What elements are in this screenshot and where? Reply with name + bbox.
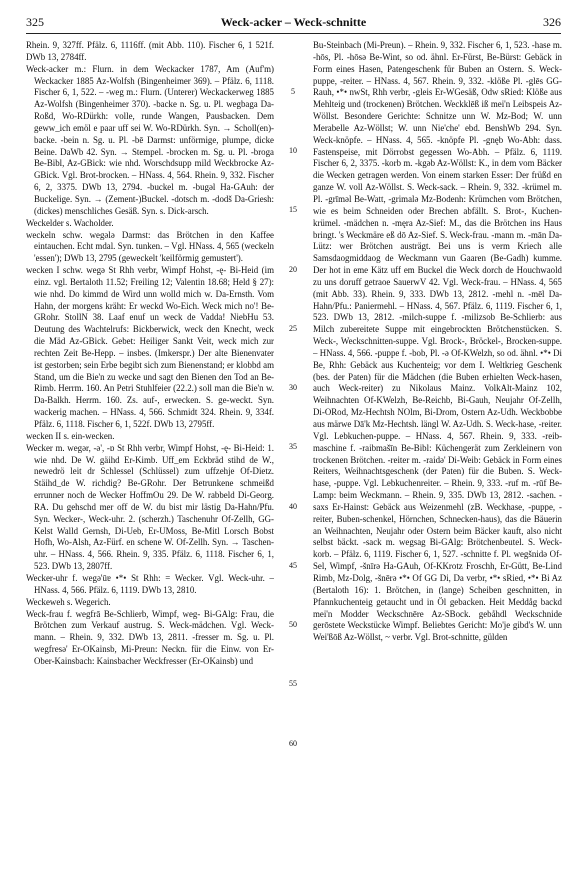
line-number: 20 [289,265,297,274]
header-rule [26,33,561,34]
entry-paragraph: Bu-Steinbach (Mi-Preun). – Rhein. 9, 332. Fischer 6, 1, 523. -hase m. -hōs, Pl. -hōsə Be-Wint, so od. ähnl. Er-Fürst, Be-Bürst: Gebäck in Form eines Hasen, Patengeschenk für Buben an Ostern. S. Weck-puppe, -reiter. – HNass. 4, 567. Rhein. 9, 332. -klöße Pl. -glēs GG-Rauh, •*• nwSt, Rhh verbr, -gleis Er-WGesäß, Odw sRied: Klöße aus Mehlteig und (trockenen) Brötchen. Weckklēß iß mei'n Leibspeis Az-Wöllst. Besondere Gerichte: Schnitze unn W. Mz-Bod; W. unn Merabelle Az-Wöllst; W. unn Nie'che' ebd. BenshWb 294. Syn. Weck-knöpfe. – HNass. 4, 565. -knöpfe Pl. -gnęb Wo-Abh: dass. Fastenspeise, mit Dörrobst gegessen Wo-Abh. – Pfälz. 6, 1119. Fischer 6, 2, 3375. -korb m. -kgəb Az-Wöllst: K., in dem vom Bäcker die Wecken getragen werden. Von einem starken Esser: Der früßd en ganze W. voll Az-Wöllst. S. Weck-sack. – Rhein. 9, 332. -krümel m. Pl. -grīməl Be-Watt, -grimalə Mz-Bodenh: Krümchen vom Brötchen, wie es beim Schneiden oder Brechen abfällt. S. Brot-, Kuchen-krümel. -mädchen n. -męra Az-Sief: M., das die Brötchen ins Haus bringt. 's Weckmäre eß dō Az-Sief. S. Weck-frau. -mann m. -mān Da-Lütz: wer Brötchen austrägt. Bei uns is verm Kriech alle Samsdaogmiddaog de Weckmann vun Gaaren (Be-Gadh) kumme. Der hot in eme Kätz uff em Buckel die Weck dorch de Houchwaold zu uns doruff getraoe SauerwV 42. Vgl. Weck-frau. – HNass. 4, 565 (mit Abb. 33). Rhein. 9, 333. DWb 13, 2812. -mehl n. -mēl Da-Hahn/Pfu.: Paniermehl. – HNass. 4, 567. Pfälz. 6, 1119. Fischer 6, 1, 523. DWb 13, 2812. -milch-suppe f. -milizsob Be-Schlierb: aus Milch zubereitete Suppe mit eingebrockten Brötchenstücken. S. Weck-, Weckschnitten-suppe. Vgl. Brock-, Bröckel-, Brocken-suppe. – HNass. 4, 566. -puppe f. -bob, Pl. -ə Of-KWelzh, so od. ähnl. •*• Di Be, Rhh: Gebäck aus Kuchenteig; vor dem I. Weltkrieg Geschenk (bes. der Paten) für die Mädchen (die Buben erhielten Weck-hasen, auch Weck-reiter) zu Nikolaus Mainz. VolkAlt-Mainz 102, Weihnachten Of-KWelzh, Be-Reichb, Bi-Gauh, Neujahr Of-Zellh, Di-ORod, Mz-Hechtsh NOlm, Bi-Drom, Ostern Az-Udh. Weckbobbe aus märwe Dā'k Mz-Hechtsh. längl W. Az-Udh. S. Weck-hase, -reiter. Vgl. Lebkuchen-puppe. – HNass. 4, 567. Rhein. 9, 333. -reib-maschine f. -raibmašīn Be-Bibl: Küchengerät zum Zerkleinern von trockenen Brötchen. -reiter m. -raidə' Di-Weib: Gebäck in Form eines Reiters, Weihnachtsgeschenk (der Paten) für die Buben. S. Weck-hase, -puppe. Vgl. Lebkuchenreiter. – Rhein. 9, 333. -ruf m. -rūf Be-Lamp: beim Weckmann. – Rhein. 9, 335. DWb 13, 2812. -sachen. -saxs Er-Hainst: Gebäck aus Weizenmehl (zB. Weckhase, -puppe, -reiter, Buben-schenkel, Hörnchen, Schnecken-haus), das die Bäuerin an Weihnachten, Neujahr oder Ostern beim Bäcker kauft, also nicht selbst bäckt. -sack m. wegsag Bi-GAlg: Brötchenbeutel. S. Weck-korb. – Pfälz. 6, 1119. Fischer 6, 1, 527. -schnitte f. Pl. wegšnidə Of-Sel, Wimpf, -šnīrə Ha-GAuh, Of-KKrotz Froschh, Er-Gütt, Be-Lind Rimb, Mz-Dolg, -šnērə •*• Of GG Di, Da verbr, •*• sRied, •*• Bi Az (Bertaloth 16): 1. Brötchen, in (lange) Scheiben geschnitten, in Pfannkuchenteig getaucht und in Öl gebacken. Heit Meddåg backd mei'n Modder Weckschnēre Az-SBock. gebåhdl Weckschnide gerōstete Weckstücke Wimpf. Beliebtes Gericht: Mo'je gibd's W. unn Wei'ßōß Az-Wöllst, ~ verbr. Vgl. Brot-schnitte, gülden [313,40,562,643]
line-number: 60 [289,739,297,748]
entry-paragraph: Wecker m. wegər, -ə', -ɒ St Rhh verbr, Wimpf Hohst, -ę- Bi-Heid: 1. wie nhd. De W. gäihd Er-Kimb. Uff_em Eckbräd stihd de W., newedrö leit dr Schlessel (Schlüssel) zum uffzehje Of-Dietz. Stäihd_de W. richdig? Be-GRohr. Der Betrunkene schmeißd errunner noch de Wecker HoffmOu 29. De W. rabbeld Di-Georg. RA. Du gehschd mer off de W. du bist mir lästig Da-Hahn/Pfu. Syn. Wecker-, Weck-uhr. 2. (scherzh.) Taschenuhr Of-Zellh, GG-Kelst Walld Gernsh, Di-Ueb, Er-UMoss, Be-Mitl Lorsch Bobst Hofh, Wo-Alsh, Az-Fürf. en schene W. Of-Zellh. Syn. → Taschen-uhr. – HNass. 4, 566. Rhein. 9, 335. Pfälz. 6, 1118. Fischer 6, 1, 523. DWb 13, 2807ff. [26,442,274,572]
line-number: 25 [289,324,297,333]
left-column [26,40,274,861]
line-number: 5 [291,87,295,96]
line-number: 10 [289,146,297,155]
line-number: 45 [289,561,297,570]
running-title: Weck-acker – Weck-schnitte [220,15,367,29]
entry-paragraph: Weckeweh s. Wegerich. [26,596,111,607]
page-number-right: 326 [543,15,561,29]
line-number: 55 [289,679,297,688]
entry-paragraph: Weck-acker m.: Flurn. in dem Weckacker 1787, Am (Auf'm) Weckacker 1885 Az-Wolfsh (Bingenheimer 369). – Pfälz. 6, 1118. Fischer 6, 1, 522. – -weg m.: Flurn. (Unterer) Weckackerweg 1885 Az-Wolfsh (Bingenheimer 370). -backe n. Sg. u. Pl. wegbaga Da-Roßd, Wo-RDürkh: volle, runde Wangen, Pausbacken. Dem geww_ich emöl e paar uff sei W. Wo-RDürkh. Syn. → Scholl(en)-backe. -bein n. Sg. u. Pl. -bē Darmst: unförmige, plumpe, dicke Beine. DaWb 42. Syn. → Stempel. -brocken m. Sg. u. Pl. -broga Be-Bibl, Az-GBick: wie nhd. Worschdsupp mild Weckbrocke Az-GBick. Vgl. Brot-brocken. – HNass. 4, 564. Rhein. 9, 332. Fischer 6, 2, 3375. DWb 13, 2794. -buckel m. -bugəl Ha-GAuh: der Buckelige. Syn. → (Zement-)Buckel. -dotsch m. -dodš Da-Griesh: (dickes) menschliches Gesäß. Syn. s. Dick-arsch. [26,63,274,216]
entry-paragraph: wecken I schw. wegə St Rhh verbr, Wimpf Hohst, -ę- Bi-Heid (im einz. vgl. Bertaloth 11.52; Freiling 12; Valentin 18.68; Held § 27): wie nhd. Do kimmd de Wird unn wolld mich w. Da-Ernsth. Vom Hahn, der morgens kräht: Er weckd Wo-Eich. Weck mich no'! Be-GRohr. StollN 38. Laaf enuf un weck de Vadda! NiebHu 53. Deutung des Wachtelrufs: Bickberwick, weck den Knecht, weck die Mäd Az-GBick. Gebet: Heiliger Sankt Veit, weck mich zur rechten Zeit Be-Hepp. – insbes. (Imkerspr.) Der alte Bienenvater ist gestorben; sein Erbe begibt sich zum Bienenstand; er klobbd am Stand, um die Bie'n zu wecke und sagt den Bienen den Tod an Be-Rimb. Herrm. 160. An Petri Stuhlfeier (22.2.) soll man die Bie'n w. Da-Balkh. Herrm. 160. Zs. auf-, erwecken. S. ge-weckt. Syn. wackerig machen. – HNass. 4, 566. Schmidt 324. Rhein. 9, 334f. Pfälz. 6, 1118. Fischer 6, 1, 522f. DWb 13, 2795ff. [26,265,274,429]
page-header [26,14,561,30]
page-number-left: 325 [26,15,44,29]
line-number: 35 [289,442,297,451]
right-column [313,40,562,861]
entry-paragraph: Rhein. 9, 327ff. Pfälz. 6, 1116ff. (mit Abb. 110). Fischer 6, 1 521f. DWb 13, 2784ff. [26,40,274,62]
line-number: 40 [289,502,297,511]
line-number: 50 [289,620,297,629]
entry-paragraph: Wecker-uhr f. wegə'ūɐ •*• St Rhh: = Wecker. Vgl. Weck-uhr. – HNass. 4, 566. Pfälz. 6, 1119. DWb 13, 2810. [26,572,274,595]
entry-paragraph: Weck-frau f. wegfrā Be-Schlierb, Wimpf, weg- Bi-GAlg: Frau, die Brötchen zum Verkauf austrug. S. Weck-mädchen. Vgl. Weck-mann. – Rhein. 9, 332. DWb 13, 2811. -fresser m. Sg. u. Pl. wegfresə' Er-OKainsb, Mi-Preun: Neckn. für die Einw. von Er-Ober-Kainsbach: Kainsbacher Weckfresser (Er-OKainsb) und [26,608,274,666]
entry-paragraph: weckeln schw. wegələ Darmst: das Brötchen in den Kaffee eintauchen. Echt mdal. Syn. tunken. – Vgl. HNass. 4, 565 (weckeln 'essen'); DWb 13, 2795 (geweckelt 'keilförmig gemustert'). [26,229,274,264]
line-number-gutter [284,40,302,861]
line-number: 15 [289,205,297,214]
entry-paragraph: wecken II s. ein-wecken. [26,430,115,441]
entry-paragraph: Weckelder s. Wacholder. [26,217,114,228]
line-number: 30 [289,383,297,392]
